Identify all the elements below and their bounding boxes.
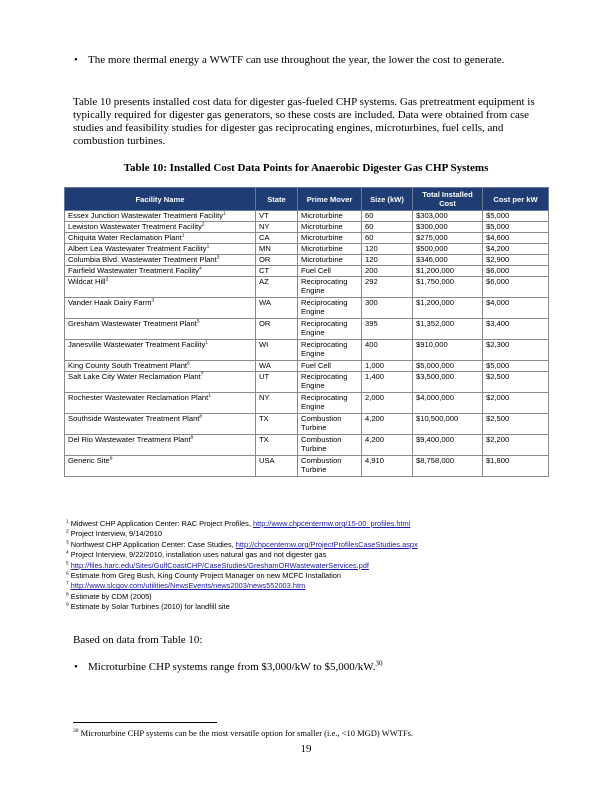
cell-state [256,361,298,372]
cell-prime-mover-text: Microturbine [301,222,343,231]
cell-prime-mover [298,361,362,372]
cell-size [362,361,413,372]
cell-prime-mover [298,222,362,233]
cell-cost-per-kw-text: $2,200 [486,435,510,444]
cell-cost-per-kw-text: $6,000 [486,266,510,275]
cell-state-text: VT [259,211,269,220]
cell-state-text: OR [259,319,271,328]
cell-total-cost-text: $303,000 [416,211,448,220]
cell-size-text: 395 [365,319,378,328]
cell-state-text: TX [259,414,269,423]
cell-total-cost [413,244,483,255]
cell-cost-per-kw-text: $2,000 [486,393,510,402]
table-row [65,340,549,361]
cell-cost-per-kw-text: $3,400 [486,319,510,328]
reference-number: 6 [187,361,190,367]
cell-facility-text: Essex Junction Wastewater Treatment Facility [68,211,224,220]
cell-state-text: WI [259,340,269,349]
table-row [65,255,549,266]
footnote-text: Microturbine CHP systems can be the most versatile option for smaller (i.e., <10 MGD) WWTFs. [80,728,414,738]
cell-total-cost [413,298,483,319]
cell-facility-text: King County South Treatment Plant [68,361,188,370]
cell-prime-mover [298,211,362,222]
cell-cost-per-kw [483,266,549,277]
cell-size-text: 120 [365,244,378,253]
table-row [65,211,549,222]
cell-cost-per-kw [483,372,549,393]
cell-facility [65,414,256,435]
table-note [66,519,556,529]
reference-number: 4 [198,266,202,272]
cell-total-cost [413,393,483,414]
cell-facility [65,319,256,340]
reference-number: 2 [105,277,109,283]
table-row [65,393,549,414]
table-row [65,456,549,477]
note-number: 9 [66,602,69,608]
header-prime-mover: Prime Mover [298,188,362,211]
cell-total-cost [413,277,483,298]
note-link[interactable]: http://www.chpcentermw.org/15-00_profiles.html [252,519,411,528]
cell-prime-mover [298,244,362,255]
cell-facility [65,244,256,255]
cell-facility-text: Salt Lake City Water Reclamation Plant [68,372,201,381]
cell-total-cost [413,222,483,233]
cell-size [362,277,413,298]
cell-size [362,340,413,361]
cell-state [256,211,298,222]
cell-prime-mover-text: Reciprocating Engine [301,372,348,391]
table-row [65,435,549,456]
cell-size [362,255,413,266]
cell-prime-mover [298,319,362,340]
cell-cost-per-kw [483,319,549,340]
cell-facility [65,266,256,277]
cell-total-cost-text: $346,000 [416,255,448,264]
cell-cost-per-kw-text: $5,000 [486,361,510,370]
cell-prime-mover-text: Fuel Cell [301,266,331,275]
cell-cost-per-kw-text: $6,000 [486,277,510,286]
cell-total-cost-text: $4,000,000 [416,393,455,402]
cell-prime-mover-text: Combustion Turbine [301,414,342,433]
cell-cost-per-kw [483,393,549,414]
table-row [65,319,549,340]
table-note [66,581,556,591]
cell-facility-text: Vander Haak Dairy Farm [68,298,152,307]
cell-prime-mover-text: Reciprocating Engine [301,319,348,338]
cost-table [64,187,549,477]
reference-number: 8 [190,435,194,441]
cell-size-text: 120 [365,255,378,264]
note-number: 7 [66,581,69,587]
header-cost-per-kw: Cost per kW [483,188,549,211]
cell-state [256,372,298,393]
cell-size-text: 2,000 [365,393,385,402]
cell-total-cost-text: $1,200,000 [416,298,455,307]
cell-cost-per-kw-text: $2,500 [486,372,510,381]
cell-total-cost-text: $300,000 [416,222,448,231]
cell-facility [65,277,256,298]
cell-total-cost [413,233,483,244]
cell-total-cost [413,372,483,393]
cell-total-cost [413,435,483,456]
cell-size-text: 1,400 [365,372,385,381]
table-header-row [65,188,549,211]
cell-total-cost [413,211,483,222]
cell-cost-per-kw-text: $4,600 [486,233,510,242]
cell-prime-mover-text: Microturbine [301,244,343,253]
footnote-ref: 30 [375,659,383,668]
cell-prime-mover-text: Fuel Cell [301,361,331,370]
cell-prime-mover-text: Reciprocating Engine [301,277,348,296]
cell-size-text: 4,200 [365,435,385,444]
cell-state-text: AZ [259,277,269,286]
reference-number: 1 [206,244,210,250]
header-facility: Facility Name [65,188,256,211]
cell-total-cost-text: $8,758,000 [416,456,455,465]
note-text: Midwest CHP Application Center: RAC Project Profiles, [70,519,253,528]
cell-state-text: WA [259,361,271,370]
table-row [65,372,549,393]
cell-cost-per-kw [483,298,549,319]
intro-bullet-text: The more thermal energy a WWTF can use throughout the year, the lower the cost to generate. [88,54,505,66]
cell-cost-per-kw [483,361,549,372]
cell-total-cost-text: $1,352,000 [416,319,455,328]
note-text: Estimate from Greg Bush, King County Project Manager on new MCFC Installation [70,571,342,581]
cell-state-text: WA [259,298,271,307]
cell-size-text: 60 [365,233,374,242]
cell-size [362,222,413,233]
note-text: Project Interview, 9/22/2010, installation uses natural gas and not digester gas [70,550,327,560]
cell-prime-mover [298,435,362,456]
table-row [65,244,549,255]
note-text: Estimate by Solar Turbines (2010) for landfill site [70,602,230,612]
cell-cost-per-kw [483,233,549,244]
cell-state-text: MN [259,244,271,253]
cell-cost-per-kw-text: $5,000 [486,211,510,220]
cell-prime-mover [298,255,362,266]
cell-size [362,298,413,319]
page-number: 19 [300,743,312,755]
note-text: Estimate by CDM (2005) [70,591,152,601]
cell-size [362,414,413,435]
cell-cost-per-kw-text: $2,900 [486,255,510,264]
table-row [65,277,549,298]
cell-facility-text: Wildcat Hill [68,277,106,286]
cell-facility-text: Southside Wastewater Treatment Plant [68,414,200,423]
cell-size [362,393,413,414]
cell-state [256,340,298,361]
note-text: Northwest CHP Application Center: Case Studies, [70,539,236,549]
cell-size-text: 60 [365,211,374,220]
footnote [73,728,413,738]
table-note [66,592,556,602]
note-text: Project Interview, 9/14/2010 [70,529,162,539]
cell-total-cost-text: $1,200,000 [416,266,455,275]
note-number: 5 [66,561,69,567]
note-link[interactable]: http://chpcenternw.org/ProjectProfilesCaseStudies.aspx [235,539,418,549]
cell-facility [65,298,256,319]
cell-prime-mover [298,340,362,361]
cell-cost-per-kw-text: $1,800 [486,456,510,465]
cell-size [362,211,413,222]
intro-paragraph: Table 10 presents installed cost data for digester gas-fueled CHP systems. Gas pretreatment equipment is typically required for digester gas generators, so these costs are included. Data were obtained from case studies and feasibility studies for digester gas reciprocating engines, microturbines, fuel cells, and combustion turbines. [73,96,535,147]
cell-prime-mover-text: Combustion Turbine [301,435,342,454]
table-row [65,361,549,372]
cell-total-cost-text: $3,500,000 [416,372,455,381]
cell-size [362,319,413,340]
table-note [66,602,556,612]
cell-facility [65,372,256,393]
cell-cost-per-kw [483,244,549,255]
cell-size [362,435,413,456]
cell-cost-per-kw [483,456,549,477]
cell-total-cost [413,361,483,372]
cell-cost-per-kw [483,277,549,298]
cell-prime-mover [298,372,362,393]
cell-total-cost [413,266,483,277]
cell-facility [65,435,256,456]
cell-state-text: NY [259,222,270,231]
microturbine-bullet [74,659,528,674]
cell-prime-mover [298,233,362,244]
cell-total-cost-text: $5,000,000 [416,361,455,370]
cell-facility [65,393,256,414]
cell-total-cost [413,414,483,435]
cell-state [256,435,298,456]
note-number: 2 [66,529,69,535]
cell-state-text: CA [259,233,270,242]
cell-state-text: TX [259,435,269,444]
cell-facility-text: Gresham Wastewater Treatment Plant [68,319,197,328]
table-row [65,414,549,435]
cell-state [256,266,298,277]
note-number: 1 [66,519,69,525]
cell-total-cost-text: $9,400,000 [416,435,455,444]
cell-total-cost-text: $500,000 [416,244,448,253]
table-note [66,561,556,571]
table-body [65,211,549,477]
cell-cost-per-kw-text: $4,200 [486,244,510,253]
table-row [65,266,549,277]
cell-size-text: 1,000 [365,361,385,370]
cell-prime-mover [298,414,362,435]
note-link[interactable]: http://www.slcgov.com/utilities/NewsEvents/news2003/news552003.htm [70,581,306,591]
table-note [66,571,556,581]
cell-facility [65,222,256,233]
cell-facility [65,255,256,266]
cell-facility [65,211,256,222]
cell-size-text: 60 [365,222,374,231]
cell-state [256,244,298,255]
header-state: State [256,188,298,211]
table-note [66,529,556,539]
cell-state [256,255,298,266]
cell-state [256,222,298,233]
cell-state-text: USA [259,456,275,465]
cell-facility [65,233,256,244]
cell-state [256,277,298,298]
cell-state-text: NY [259,393,270,402]
microturbine-bullet-text: Microturbine CHP systems range from $3,000/kW to $5,000/kW. [88,661,376,673]
reference-number: 5 [196,319,200,325]
cell-state-text: UT [259,372,270,381]
cell-state [256,298,298,319]
cell-prime-mover-text: Reciprocating Engine [301,393,348,412]
cell-total-cost [413,319,483,340]
table-row [65,233,549,244]
note-number: 8 [66,592,69,598]
reference-number: 3 [216,255,220,261]
cell-cost-per-kw-text: $4,000 [486,298,510,307]
bullet-icon: • [74,661,78,673]
table-row [65,298,549,319]
cell-state [256,319,298,340]
cell-size-text: 200 [365,266,378,275]
cell-cost-per-kw-text: $2,500 [486,414,510,423]
cell-prime-mover-text: Reciprocating Engine [301,340,348,359]
note-number: 3 [66,540,69,546]
reference-number: 2 [201,222,205,228]
cell-cost-per-kw-text: $5,000 [486,222,510,231]
reference-number: 1 [181,233,185,239]
table-note [66,540,556,550]
note-number: 4 [66,550,69,556]
header-total-cost: Total Installed Cost [413,188,483,211]
cell-total-cost [413,456,483,477]
cell-state [256,414,298,435]
reference-number: 1 [205,340,209,346]
bullet-icon: • [74,54,78,66]
cell-cost-per-kw [483,211,549,222]
cell-state [256,393,298,414]
cell-facility [65,340,256,361]
reference-number: 1 [208,393,212,399]
reference-number: 9 [109,456,113,462]
cell-cost-per-kw [483,340,549,361]
cell-prime-mover [298,266,362,277]
cell-total-cost [413,340,483,361]
cell-size [362,266,413,277]
cell-total-cost-text: $10,500,000 [416,414,459,423]
cell-state [256,456,298,477]
cell-state-text: OR [259,255,271,264]
cell-facility-text: Janesville Wastewater Treatment Facility [68,340,206,349]
cell-size-text: 300 [365,298,378,307]
reference-number: 7 [200,372,204,378]
cell-cost-per-kw [483,222,549,233]
cell-prime-mover [298,277,362,298]
table-notes [66,519,556,613]
cell-cost-per-kw [483,255,549,266]
cell-cost-per-kw [483,414,549,435]
table-row [65,222,549,233]
cell-prime-mover-text: Reciprocating Engine [301,298,348,317]
cell-cost-per-kw-text: $2,300 [486,340,510,349]
intro-bullet [74,54,528,67]
cell-size [362,456,413,477]
cell-prime-mover [298,393,362,414]
cell-facility-text: Lewiston Wastewater Treatment Facility [68,222,202,231]
cell-size [362,244,413,255]
cell-size [362,233,413,244]
cell-prime-mover-text: Microturbine [301,255,343,264]
cell-total-cost [413,255,483,266]
table-title: Table 10: Installed Cost Data Points for Anaerobic Digester Gas CHP Systems [123,162,489,174]
cell-total-cost-text: $275,000 [416,233,448,242]
cell-facility-text: Columbia Blvd. Wastewater Treatment Plant [68,255,217,264]
table-note [66,550,556,560]
cell-facility-text: Rochester Wastewater Reclamation Plant [68,393,209,402]
cell-size-text: 4,200 [365,414,385,423]
cell-size [362,372,413,393]
cell-facility-text: Fairfield Wastewater Treatment Facility [68,266,199,275]
reference-number: 1 [223,211,226,217]
cell-state [256,233,298,244]
reference-number: 3 [151,298,155,304]
cell-facility-text: Generic Site [68,456,110,465]
reference-number: 8 [199,414,203,420]
cell-facility-text: Chiquita Water Reclamation Plant [68,233,182,242]
cell-facility [65,456,256,477]
cell-facility-text: Albert Lea Wastewater Treatment Facility [68,244,207,253]
cell-size-text: 400 [365,340,378,349]
cell-prime-mover [298,456,362,477]
note-number: 6 [66,571,69,577]
cell-facility-text: Del Rio Wastewater Treatment Plant [68,435,191,444]
cell-state-text: CT [259,266,270,275]
cell-prime-mover [298,298,362,319]
cell-cost-per-kw [483,435,549,456]
cell-facility [65,361,256,372]
cell-total-cost-text: $910,000 [416,340,448,349]
based-on-text: Based on data from Table 10: [73,634,203,646]
footnote-divider [73,722,217,723]
cell-size-text: 4,910 [365,456,385,465]
header-size: Size (kW) [362,188,413,211]
cell-prime-mover-text: Microturbine [301,233,343,242]
cell-prime-mover-text: Combustion Turbine [301,456,342,475]
note-link[interactable]: http://files.harc.edu/Sites/GulfCoastCHP/CaseStudies/GreshamORWastewaterServices.pdf [70,560,369,570]
cell-size-text: 292 [365,277,378,286]
footnote-number: 30 [73,728,79,735]
cell-total-cost-text: $1,750,000 [416,277,455,286]
cell-prime-mover-text: Microturbine [301,211,343,220]
